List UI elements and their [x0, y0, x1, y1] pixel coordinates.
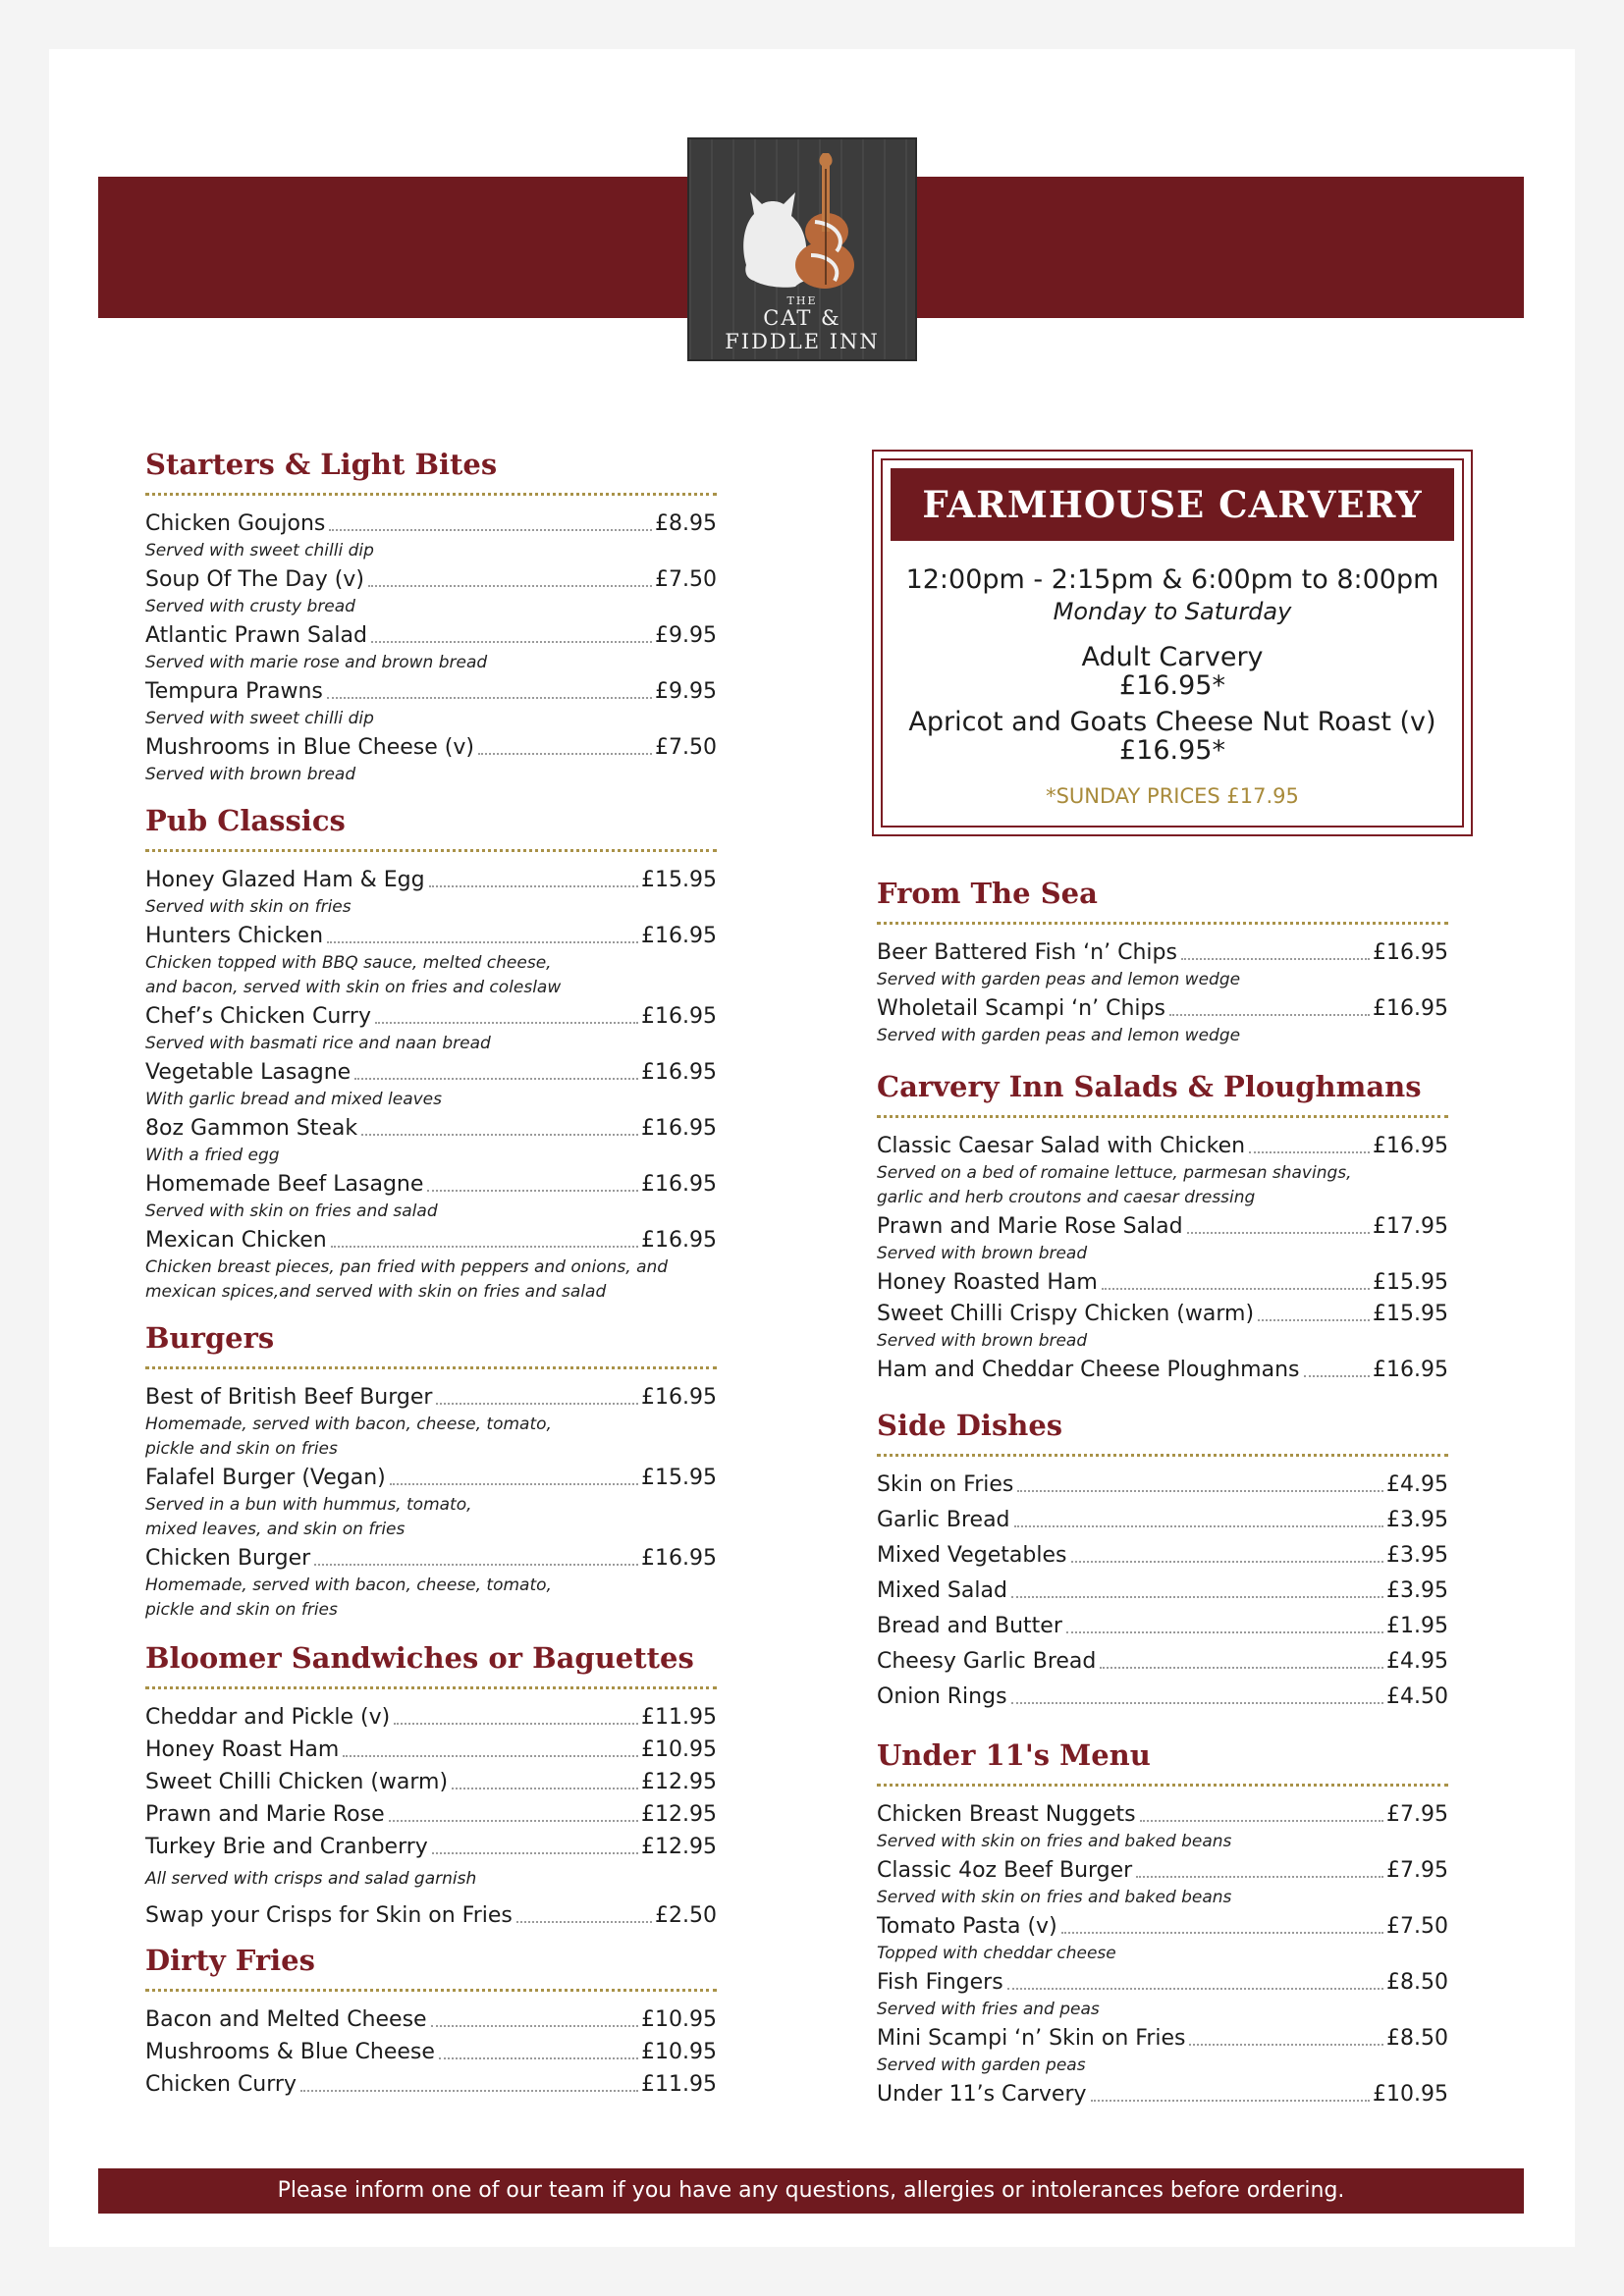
- dot-leader: [436, 1403, 638, 1405]
- menu-item-price: £16.95: [641, 1116, 717, 1141]
- menu-item: [145, 2070, 717, 2098]
- menu-item-price: £12.95: [641, 1802, 717, 1827]
- menu-item-price: £3.95: [1386, 1508, 1448, 1532]
- menu-item-price: £11.95: [641, 1705, 717, 1730]
- menu-item-name: Beer Battered Fish ‘n’ Chips: [877, 940, 1177, 965]
- menu-item-price: £9.95: [655, 679, 717, 704]
- menu-item-price: £7.50: [655, 735, 717, 760]
- dot-leader: [314, 1564, 638, 1566]
- section-title: Starters & Light Bites: [145, 448, 498, 481]
- menu-item-description: Chicken topped with BBQ sauce, melted cheese,: [145, 953, 552, 973]
- menu-item-name: Soup Of The Day (v): [145, 567, 364, 592]
- dot-leader: [368, 585, 652, 587]
- section-divider: [877, 1784, 1448, 1787]
- menu-item-price: £3.95: [1386, 1578, 1448, 1603]
- dot-leader: [429, 885, 638, 887]
- carvery-adult-price: £16.95*: [1119, 670, 1225, 701]
- menu-item-name: Skin on Fries: [877, 1472, 1014, 1497]
- menu-item-name: Chicken Curry: [145, 2072, 297, 2097]
- menu-item-description: Served with garden peas and lemon wedge: [877, 970, 1241, 989]
- dot-leader: [439, 2057, 638, 2059]
- menu-item: [877, 1541, 1448, 1569]
- menu-item-price: £16.95: [1373, 1134, 1448, 1158]
- menu-item-price: £12.95: [641, 1770, 717, 1794]
- menu-item-name: Mixed Salad: [877, 1578, 1007, 1603]
- dot-leader: [354, 1078, 638, 1080]
- dot-leader: [1011, 1702, 1383, 1704]
- dot-leader: [516, 1921, 652, 1923]
- menu-item: [877, 1912, 1448, 1940]
- dot-leader: [1091, 2100, 1370, 2102]
- menu-item-price: £7.50: [655, 567, 717, 592]
- dot-leader: [1304, 1375, 1371, 1377]
- menu-item-name: Atlantic Prawn Salad: [145, 623, 367, 648]
- dot-leader: [431, 2025, 638, 2027]
- dot-leader: [1011, 1596, 1383, 1598]
- menu-item-name: Cheddar and Pickle (v): [145, 1705, 391, 1730]
- menu-item-name: Cheesy Garlic Bread: [877, 1649, 1097, 1674]
- dot-leader: [1136, 1876, 1383, 1878]
- menu-item-name: Sweet Chilli Crispy Chicken (warm): [877, 1302, 1255, 1326]
- menu-item-price: £12.95: [641, 1835, 717, 1859]
- menu-item: [145, 1703, 717, 1731]
- menu-item-description: Served with sweet chilli dip: [145, 541, 374, 561]
- menu-item-name: Honey Roast Ham: [145, 1737, 340, 1762]
- carvery-sunday-prices: *SUNDAY PRICES £17.95: [1046, 784, 1299, 808]
- dot-leader: [1249, 1151, 1370, 1153]
- section-divider: [877, 922, 1448, 925]
- dot-leader: [329, 529, 652, 531]
- menu-item: [145, 1544, 717, 1572]
- menu-item-name: Fish Fingers: [877, 1970, 1003, 1995]
- section-title: Bloomer Sandwiches or Baguettes: [145, 1641, 694, 1675]
- menu-item-name: Prawn and Marie Rose: [145, 1802, 385, 1827]
- menu-item-price: £16.95: [1373, 996, 1448, 1021]
- menu-item: [877, 1470, 1448, 1498]
- menu-item-name: Falafel Burger (Vegan): [145, 1466, 386, 1490]
- menu-item-description: With a fried egg: [145, 1146, 280, 1165]
- menu-item-name: Chicken Breast Nuggets: [877, 1802, 1136, 1827]
- menu-item-description: Served with marie rose and brown bread: [145, 653, 488, 672]
- menu-item-description: Served with sweet chilli dip: [145, 709, 374, 728]
- dot-leader: [389, 1820, 638, 1822]
- carvery-times: 12:00pm - 2:15pm & 6:00pm to 8:00pm: [905, 564, 1439, 595]
- dot-leader: [327, 941, 638, 943]
- section-title: From The Sea: [877, 877, 1098, 910]
- dot-leader: [452, 1788, 638, 1789]
- menu-item-price: £4.50: [1386, 1684, 1448, 1709]
- menu-item-name: 8oz Gammon Steak: [145, 1116, 358, 1141]
- dot-leader: [300, 2090, 638, 2092]
- menu-item-name: Turkey Brie and Cranberry: [145, 1835, 428, 1859]
- menu-item: [145, 2005, 717, 2033]
- menu-item-price: £17.95: [1373, 1214, 1448, 1239]
- menu-item: [145, 565, 717, 593]
- menu-item: [877, 1968, 1448, 1996]
- menu-item-price: £15.95: [1373, 1302, 1448, 1326]
- menu-item-description: pickle and skin on fries: [145, 1600, 338, 1620]
- menu-item-name: Honey Glazed Ham & Egg: [145, 868, 425, 892]
- allergy-footer: Please inform one of our team if you have any questions, allergies or intolerances before ordering.: [98, 2168, 1524, 2214]
- dot-leader: [1071, 1561, 1384, 1563]
- menu-item: [877, 2080, 1448, 2108]
- menu-item-price: £16.95: [1373, 1358, 1448, 1382]
- menu-item-description: Served with skin on fries: [145, 897, 352, 917]
- menu-item-description: Served on a bed of romaine lettuce, parmesan shavings,: [877, 1163, 1352, 1183]
- section-title: Side Dishes: [877, 1409, 1063, 1442]
- menu-item: [145, 1735, 717, 1763]
- dot-leader: [1169, 1014, 1370, 1016]
- dot-leader: [1189, 2044, 1383, 2046]
- logo-line-1: CAT &: [763, 306, 841, 330]
- dot-leader: [432, 1852, 638, 1854]
- menu-item-price: £16.95: [641, 1546, 717, 1571]
- dot-leader: [427, 1190, 638, 1192]
- menu-item: [877, 1300, 1448, 1327]
- menu-item-description: garlic and herb croutons and caesar dressing: [877, 1188, 1256, 1207]
- dot-leader: [327, 697, 652, 699]
- menu-item: [145, 677, 717, 705]
- section-divider: [877, 1454, 1448, 1457]
- menu-item: [145, 1833, 717, 1860]
- menu-item-price: £15.95: [641, 868, 717, 892]
- dot-leader: [1181, 958, 1370, 960]
- left-column: [145, 0, 717, 2296]
- menu-item-price: £10.95: [641, 1737, 717, 1762]
- section-divider: [145, 849, 717, 852]
- menu-item-price: £8.95: [655, 511, 717, 536]
- menu-item-name: Garlic Bread: [877, 1508, 1010, 1532]
- menu-item: [877, 1506, 1448, 1533]
- menu-item-price: £1.95: [1386, 1614, 1448, 1638]
- menu-item: [145, 1058, 717, 1086]
- menu-item: [877, 1212, 1448, 1240]
- menu-item-description: Served with skin on fries and salad: [145, 1201, 438, 1221]
- menu-item-price: £11.95: [641, 2072, 717, 2097]
- menu-item: [145, 1768, 717, 1795]
- menu-item-price: £3.95: [1386, 1543, 1448, 1568]
- menu-item-price: £16.95: [1373, 940, 1448, 965]
- menu-item: [145, 1002, 717, 1030]
- menu-item-name: Best of British Beef Burger: [145, 1385, 433, 1410]
- dot-leader: [361, 1134, 638, 1136]
- menu-item-price: £7.95: [1386, 1802, 1448, 1827]
- right-column: [877, 0, 1448, 2296]
- menu-item-name: Bread and Butter: [877, 1614, 1062, 1638]
- menu-item: [145, 1383, 717, 1411]
- menu-item-description: Served with fries and peas: [877, 2000, 1100, 2019]
- menu-item-description: Chicken breast pieces, pan fried with peppers and onions, and: [145, 1257, 669, 1277]
- dot-leader: [331, 1246, 638, 1248]
- dot-leader: [390, 1483, 638, 1485]
- menu-item-name: Chef’s Chicken Curry: [145, 1004, 372, 1029]
- menu-item-price: £4.95: [1386, 1649, 1448, 1674]
- menu-item: [145, 1464, 717, 1491]
- menu-item-name: Hunters Chicken: [145, 924, 324, 948]
- menu-item: [145, 922, 717, 949]
- menu-item-name: Onion Rings: [877, 1684, 1007, 1709]
- menu-item: [877, 2024, 1448, 2052]
- menu-item: [877, 1132, 1448, 1159]
- dot-leader: [478, 753, 652, 755]
- menu-item: [877, 1682, 1448, 1710]
- section-title: Pub Classics: [145, 804, 346, 837]
- menu-item-name: Ham and Cheddar Cheese Ploughmans: [877, 1358, 1300, 1382]
- dot-leader: [1140, 1820, 1383, 1822]
- menu-item-description: pickle and skin on fries: [145, 1439, 338, 1459]
- menu-item-name: Chicken Burger: [145, 1546, 311, 1571]
- menu-item-description: Served with garden peas: [877, 2056, 1086, 2075]
- menu-item-name: Homemade Beef Lasagne: [145, 1172, 424, 1197]
- menu-item-name: Mushrooms & Blue Cheese: [145, 2040, 435, 2064]
- menu-item: [145, 1901, 717, 1929]
- menu-item-description: Topped with cheddar cheese: [877, 1944, 1116, 1963]
- section-note: All served with crisps and salad garnish: [145, 1869, 477, 1889]
- menu-item-price: £9.95: [655, 623, 717, 648]
- menu-item: [145, 509, 717, 537]
- menu-item-description: Served with brown bread: [145, 765, 356, 784]
- logo-the: THE: [786, 294, 818, 307]
- menu-item-description: Served with brown bread: [877, 1244, 1088, 1263]
- menu-item-name: Mixed Vegetables: [877, 1543, 1067, 1568]
- menu-item: [877, 1647, 1448, 1675]
- carvery-title: FARMHOUSE CARVERY: [891, 468, 1454, 541]
- menu-item-description: Served with skin on fries and baked beans: [877, 1832, 1232, 1851]
- menu-item: [145, 621, 717, 649]
- menu-item-description: mixed leaves, and skin on fries: [145, 1520, 406, 1539]
- menu-item-price: £8.50: [1386, 2026, 1448, 2051]
- dot-leader: [1017, 1490, 1383, 1492]
- menu-item: [145, 1226, 717, 1254]
- dot-leader: [1061, 1932, 1383, 1934]
- carvery-adult-label: Adult Carvery: [1081, 642, 1264, 672]
- section-divider: [145, 1989, 717, 1992]
- section-title: Burgers: [145, 1321, 275, 1355]
- section-title: Under 11's Menu: [877, 1738, 1151, 1772]
- menu-item-name: Classic 4oz Beef Burger: [877, 1858, 1133, 1883]
- menu-item-description: Served with crusty bread: [145, 597, 355, 616]
- menu-item-name: Vegetable Lasagne: [145, 1060, 352, 1085]
- dot-leader: [1014, 1525, 1383, 1527]
- menu-item: [145, 1114, 717, 1142]
- menu-item-description: Served with brown bread: [877, 1331, 1088, 1351]
- menu-item-description: and bacon, served with skin on fries and coleslaw: [145, 978, 562, 997]
- menu-item-price: £16.95: [641, 1004, 717, 1029]
- menu-item-price: £10.95: [1373, 2082, 1448, 2107]
- carvery-veg-label: Apricot and Goats Cheese Nut Roast (v): [908, 707, 1436, 737]
- menu-item: [145, 1170, 717, 1198]
- menu-item-name: Mushrooms in Blue Cheese (v): [145, 735, 474, 760]
- dot-leader: [343, 1755, 638, 1757]
- menu-item-description: Homemade, served with bacon, cheese, tomato,: [145, 1575, 552, 1595]
- menu-item-price: £10.95: [641, 2007, 717, 2032]
- menu-item-price: £10.95: [641, 2040, 717, 2064]
- section-divider: [145, 1366, 717, 1369]
- menu-item-name: Tempura Prawns: [145, 679, 323, 704]
- menu-item-name: Mini Scampi ‘n’ Skin on Fries: [877, 2026, 1186, 2051]
- menu-item-description: Served with skin on fries and baked beans: [877, 1888, 1232, 1907]
- menu-item-price: £16.95: [641, 1228, 717, 1253]
- menu-item-name: Classic Caesar Salad with Chicken: [877, 1134, 1246, 1158]
- menu-item: [145, 866, 717, 893]
- menu-item-name: Mexican Chicken: [145, 1228, 327, 1253]
- menu-item-price: £7.95: [1386, 1858, 1448, 1883]
- dot-leader: [1100, 1667, 1383, 1669]
- menu-item: [145, 733, 717, 761]
- menu-item: [877, 1800, 1448, 1828]
- menu-item-price: £7.50: [1386, 1914, 1448, 1939]
- menu-item-name: Honey Roasted Ham: [877, 1270, 1098, 1295]
- section-divider: [145, 1686, 717, 1689]
- dot-leader: [375, 1022, 638, 1024]
- menu-item: [877, 1576, 1448, 1604]
- menu-item-name: Bacon and Melted Cheese: [145, 2007, 427, 2032]
- section-title: Carvery Inn Salads & Ploughmans: [877, 1070, 1422, 1103]
- menu-item: [877, 1612, 1448, 1639]
- dot-leader: [394, 1723, 638, 1725]
- menu-item-name: Wholetail Scampi ‘n’ Chips: [877, 996, 1165, 1021]
- menu-item-price: £16.95: [641, 1060, 717, 1085]
- menu-item-description: Served with garden peas and lemon wedge: [877, 1026, 1241, 1045]
- menu-item-price: £15.95: [641, 1466, 717, 1490]
- menu-item: [877, 1856, 1448, 1884]
- menu-item-name: Chicken Goujons: [145, 511, 326, 536]
- logo-line-2: FIDDLE INN: [725, 330, 880, 353]
- carvery-veg-price: £16.95*: [1119, 735, 1225, 766]
- menu-item-name: Sweet Chilli Chicken (warm): [145, 1770, 449, 1794]
- menu-item-price: £16.95: [641, 1172, 717, 1197]
- dot-leader: [1066, 1631, 1383, 1633]
- dot-leader: [371, 641, 652, 643]
- menu-item-name: Tomato Pasta (v): [877, 1914, 1057, 1939]
- menu-item-description: mexican spices,and served with skin on fries and salad: [145, 1282, 607, 1302]
- menu-item-description: Served in a bun with hummus, tomato,: [145, 1495, 472, 1515]
- menu-item: [145, 2038, 717, 2065]
- menu-item-price: £16.95: [641, 1385, 717, 1410]
- menu-item: [877, 938, 1448, 966]
- dot-leader: [1102, 1288, 1370, 1290]
- menu-item-name: Prawn and Marie Rose Salad: [877, 1214, 1183, 1239]
- dot-leader: [1187, 1232, 1370, 1234]
- section-title: Dirty Fries: [145, 1944, 315, 1977]
- dot-leader: [1258, 1319, 1370, 1321]
- menu-item: [877, 1268, 1448, 1296]
- menu-item-price: £2.50: [655, 1903, 717, 1928]
- menu-item-description: Homemade, served with bacon, cheese, tomato,: [145, 1415, 552, 1434]
- menu-item: [145, 1800, 717, 1828]
- menu-item-name: Under 11’s Carvery: [877, 2082, 1087, 2107]
- dot-leader: [1007, 1988, 1383, 1990]
- section-divider: [145, 493, 717, 496]
- menu-item-description: Served with basmati rice and naan bread: [145, 1034, 491, 1053]
- menu-item-name: Swap your Crisps for Skin on Fries: [145, 1903, 513, 1928]
- carvery-days: Monday to Saturday: [1053, 598, 1292, 625]
- section-divider: [877, 1115, 1448, 1118]
- menu-item-price: £4.95: [1386, 1472, 1448, 1497]
- menu-item-price: £16.95: [641, 924, 717, 948]
- menu-item-description: With garlic bread and mixed leaves: [145, 1090, 442, 1109]
- menu-item: [877, 994, 1448, 1022]
- menu-item-price: £8.50: [1386, 1970, 1448, 1995]
- menu-item-price: £15.95: [1373, 1270, 1448, 1295]
- menu-item: [877, 1356, 1448, 1383]
